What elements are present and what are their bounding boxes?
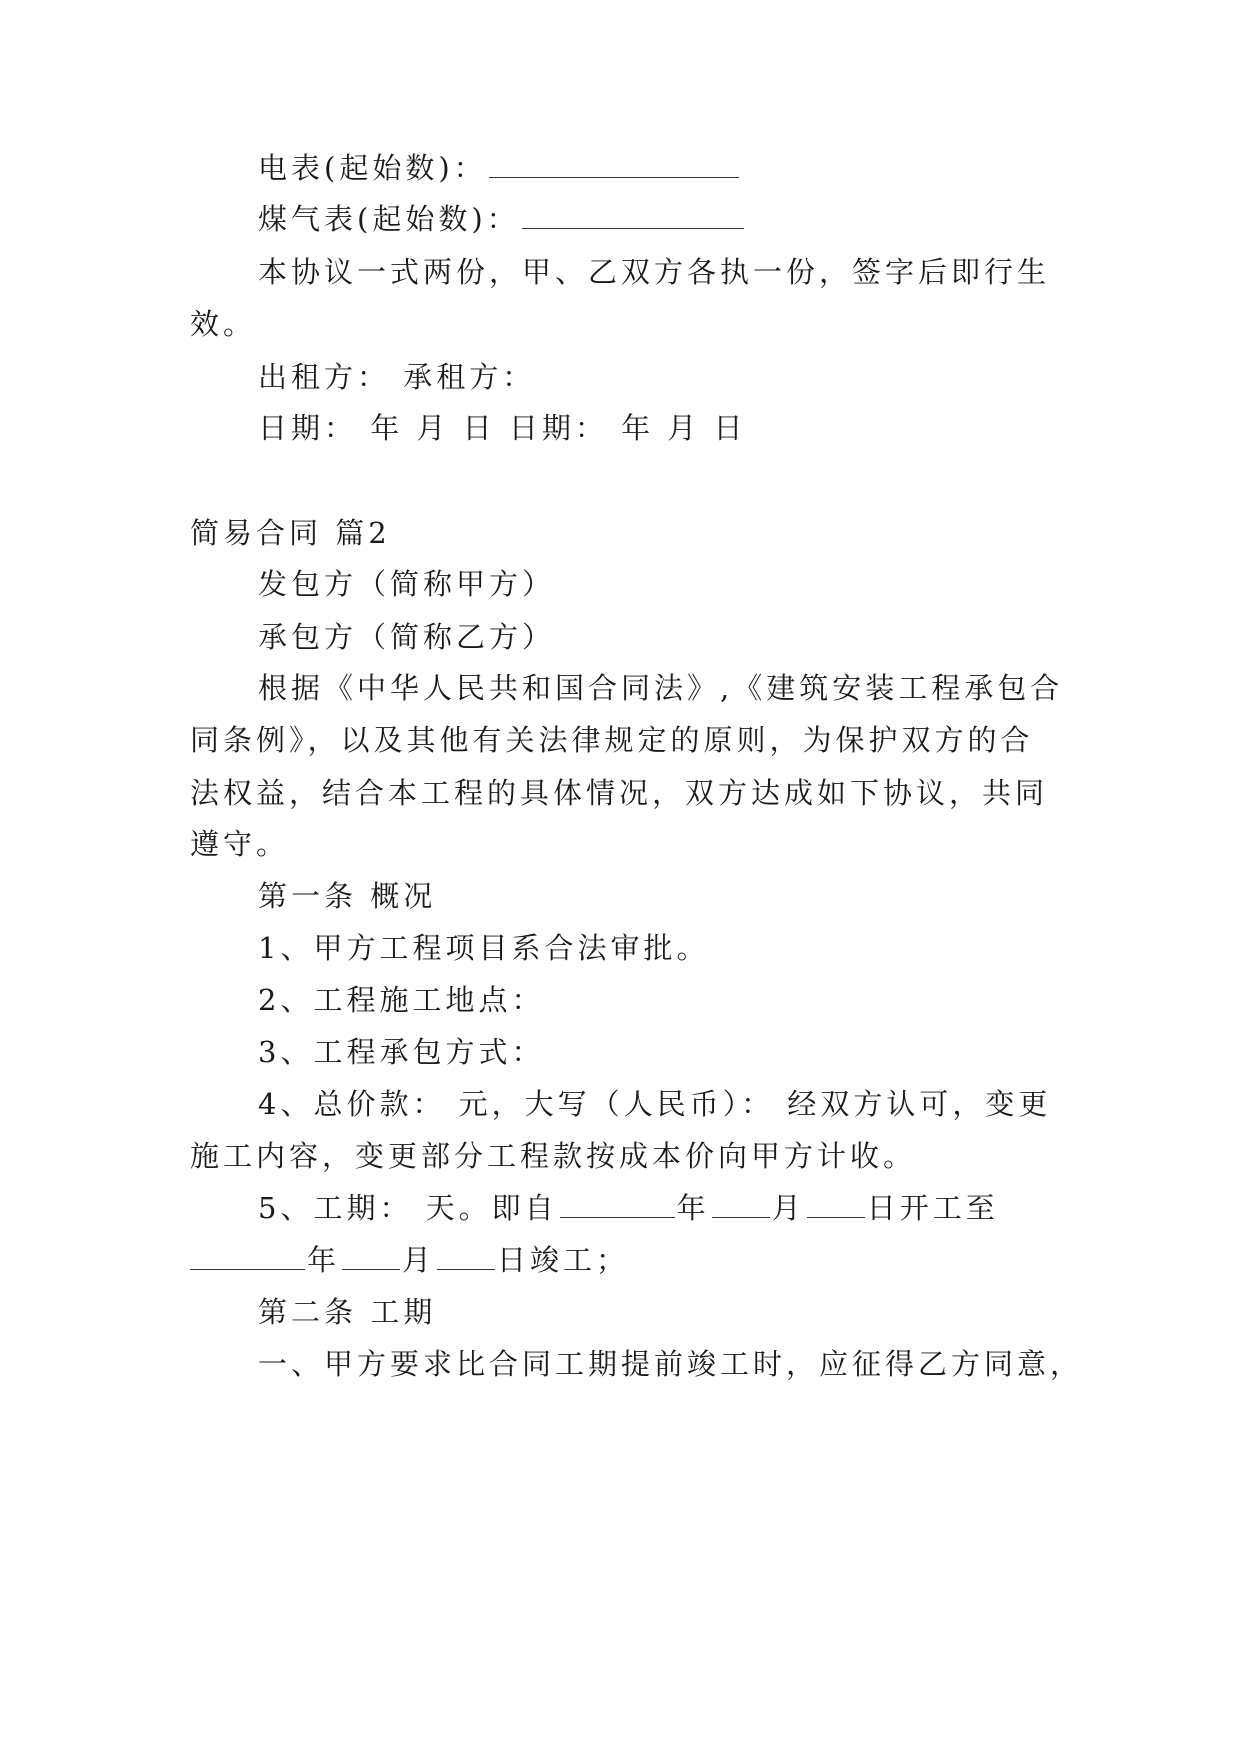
paragraph-line: 遵守。 bbox=[190, 827, 290, 861]
article-heading: 第一条 概况 bbox=[258, 879, 437, 913]
list-item: 1、甲方工程项目系合法审批。 bbox=[258, 931, 710, 965]
paragraph-line: 一、甲方要求比合同工期提前竣工时，应征得乙方同意， bbox=[258, 1347, 1084, 1381]
start-day-label: 日开工至 bbox=[866, 1191, 999, 1225]
month-label: 月 bbox=[771, 1191, 805, 1225]
party-a-line: 发包方（简称甲方） bbox=[258, 567, 556, 601]
paragraph-line: 本协议一式两份，甲、乙双方各执一份，签字后即行生 bbox=[258, 255, 1051, 289]
paragraph-line: 同条例》，以及其他有关法律规定的原则，为保护双方的合 bbox=[190, 723, 1034, 757]
schedule-continuation bbox=[190, 1240, 1050, 1280]
month-label: 月 bbox=[402, 1243, 436, 1277]
electric-meter-blank bbox=[489, 149, 739, 178]
list-item: 2、工程施工地点： bbox=[258, 983, 545, 1017]
gas-meter-line bbox=[258, 199, 1118, 239]
list-item-schedule bbox=[258, 1188, 1118, 1228]
article-heading: 第二条 工期 bbox=[258, 1295, 437, 1329]
signature-parties-line: 出租方： 承租方： bbox=[258, 360, 536, 394]
paragraph-line: 施工内容，变更部分工程款按成本价向甲方计收。 bbox=[190, 1139, 917, 1173]
signature-dates-line: 日期： 年 月 日 日期： 年 月 日 bbox=[258, 411, 747, 445]
electric-meter-line bbox=[258, 148, 1118, 188]
start-day-blank bbox=[807, 1189, 865, 1218]
section-heading: 简易合同 篇2 bbox=[190, 516, 391, 550]
electric-meter-label: 电表(起始数)： bbox=[258, 151, 487, 185]
list-item: 4、总价款： 元，大写（人民币）： 经双方认可，变更 bbox=[258, 1087, 1052, 1121]
list-item: 3、工程承包方式： bbox=[258, 1035, 545, 1069]
paragraph-line: 法权益，结合本工程的具体情况，双方达成如下协议，共同 bbox=[190, 776, 1049, 810]
end-day-blank bbox=[437, 1241, 495, 1270]
gas-meter-blank bbox=[522, 200, 744, 229]
end-year-blank bbox=[190, 1241, 305, 1270]
gas-meter-label: 煤气表(起始数)： bbox=[258, 202, 520, 236]
start-year-blank bbox=[560, 1189, 675, 1218]
end-month-blank bbox=[342, 1241, 400, 1270]
end-day-label: 日竣工； bbox=[497, 1243, 630, 1277]
start-month-blank bbox=[712, 1189, 770, 1218]
schedule-prefix: 5、工期： 天。即自 bbox=[258, 1191, 558, 1225]
year-label: 年 bbox=[307, 1243, 341, 1277]
party-b-line: 承包方（简称乙方） bbox=[258, 620, 556, 654]
year-label: 年 bbox=[676, 1191, 710, 1225]
paragraph-line: 效。 bbox=[190, 307, 257, 341]
paragraph-line: 根据《中华人民共和国合同法》,《建筑安装工程承包合 bbox=[258, 671, 1064, 705]
